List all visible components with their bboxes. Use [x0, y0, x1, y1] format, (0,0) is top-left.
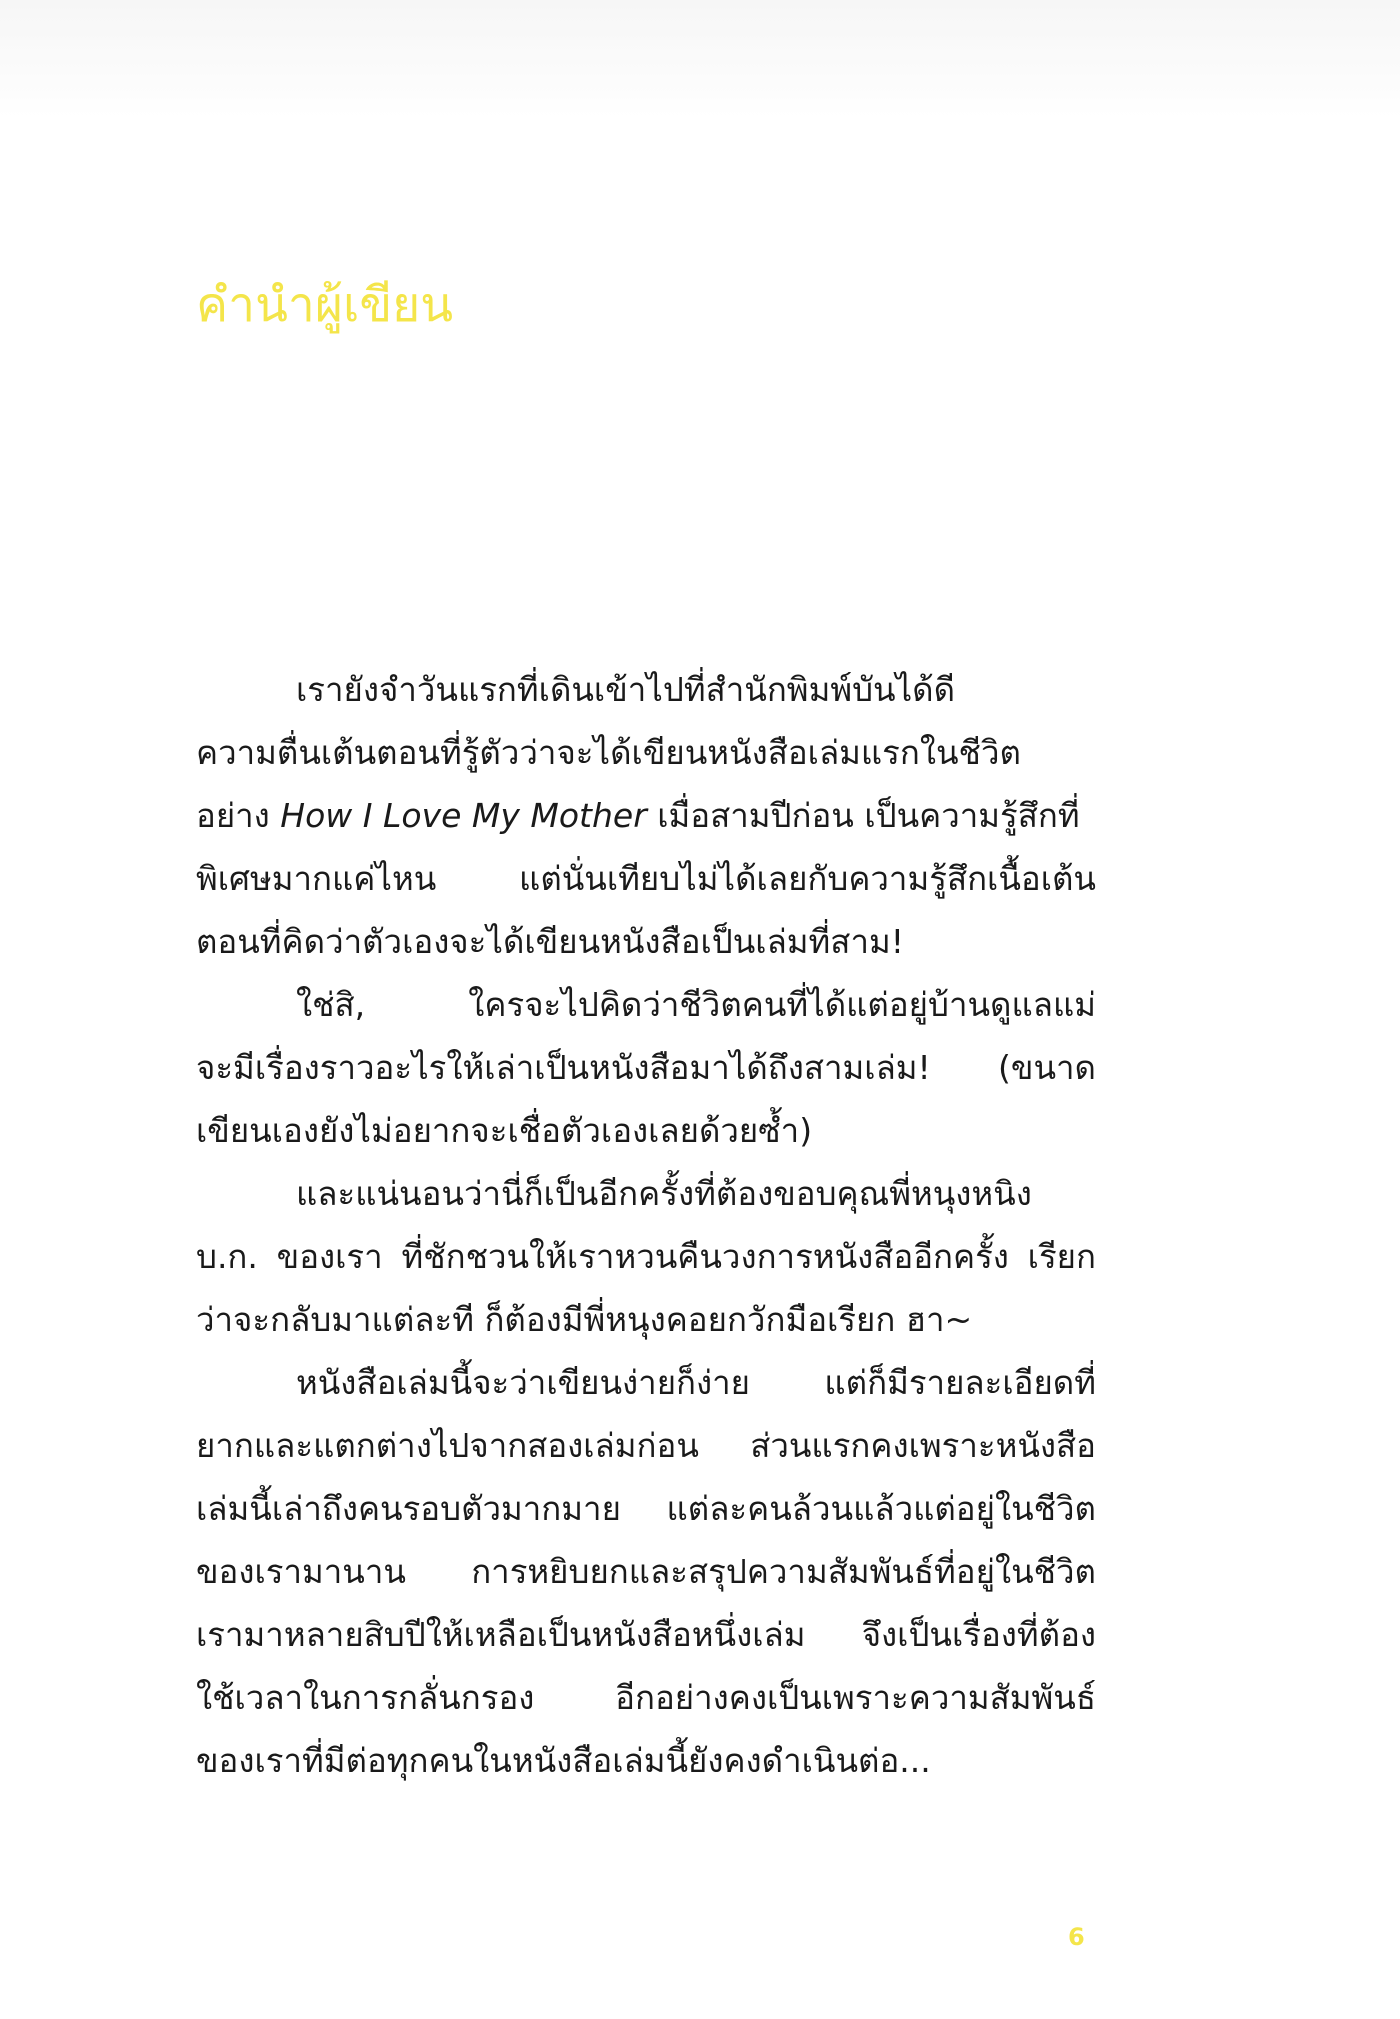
text-segment: อย่าง: [196, 796, 281, 835]
text-line: เรามาหลายสิบปีให้เหลือเป็นหนังสือหนึ่งเล่ม จึงเป็นเรื่องที่ต้อง: [196, 1615, 1096, 1654]
text-line: เขียนเองยังไม่อยากจะเชื่อตัวเองเลยด้วยซ้ำ): [196, 1111, 813, 1150]
text-line: [196, 784, 1096, 847]
text-line: เรายังจำวันแรกที่เดินเข้าไปที่สำนักพิมพ์บันได้ดี: [296, 670, 956, 709]
text-line: และแน่นอนว่านี่ก็เป็นอีกครั้งที่ต้องขอบคุณพี่หนุงหนิง: [296, 1174, 1032, 1213]
text-line: หนังสือเล่มนี้จะว่าเขียนง่ายก็ง่าย แต่ก็มีรายละเอียดที่: [296, 1363, 1096, 1402]
page-top-shadow: [0, 0, 1400, 118]
text-line: ของเรามานาน การหยิบยกและสรุปความสัมพันธ์ที่อยู่ในชีวิต: [196, 1552, 1096, 1591]
text-line: เล่มนี้เล่าถึงคนรอบตัวมากมาย แต่ละคนล้วนแล้วแต่อยู่ในชีวิต: [196, 1489, 1096, 1528]
text-line: ใช้เวลาในการกลั่นกรอง อีกอย่างคงเป็นเพราะความสัมพันธ์: [196, 1678, 1096, 1717]
text-line: ตอนที่คิดว่าตัวเองจะได้เขียนหนังสือเป็นเล่มที่สาม!: [196, 922, 904, 961]
text-line: พิเศษมากแค่ไหน แต่นั่นเทียบไม่ได้เลยกับความรู้สึกเนื้อเต้น: [196, 859, 1096, 898]
chapter-heading: คำนำผู้เขียน: [196, 277, 454, 333]
book-title: How I Love My Mother: [280, 796, 647, 835]
preface-body: [196, 658, 1096, 1792]
text-line: ความตื่นเต้นตอนที่รู้ตัวว่าจะได้เขียนหนังสือเล่มแรกในชีวิต: [196, 733, 1021, 772]
text-line: จะมีเรื่องราวอะไรให้เล่าเป็นหนังสือมาได้ถึงสามเล่ม! (ขนาด: [196, 1048, 1096, 1087]
text-segment: เมื่อสามปีก่อน เป็นความรู้สึกที่: [646, 796, 1080, 835]
text-line: บ.ก. ของเรา ที่ชักชวนให้เราหวนคืนวงการหนังสืออีกครั้ง เรียก: [196, 1237, 1096, 1276]
text-line: ของเราที่มีต่อทุกคนในหนังสือเล่มนี้ยังคงดำเนินต่อ...: [196, 1741, 931, 1780]
text-line: ใช่สิ, ใครจะไปคิดว่าชีวิตคนที่ได้แต่อยู่บ้านดูแลแม่: [296, 985, 1096, 1024]
text-line: ยากและแตกต่างไปจากสองเล่มก่อน ส่วนแรกคงเพราะหนังสือ: [196, 1426, 1096, 1465]
page-number: 6: [1068, 1923, 1085, 1951]
text-line: ว่าจะกลับมาแต่ละที ก็ต้องมีพี่หนุงคอยกวักมือเรียก ฮา~: [196, 1300, 973, 1339]
